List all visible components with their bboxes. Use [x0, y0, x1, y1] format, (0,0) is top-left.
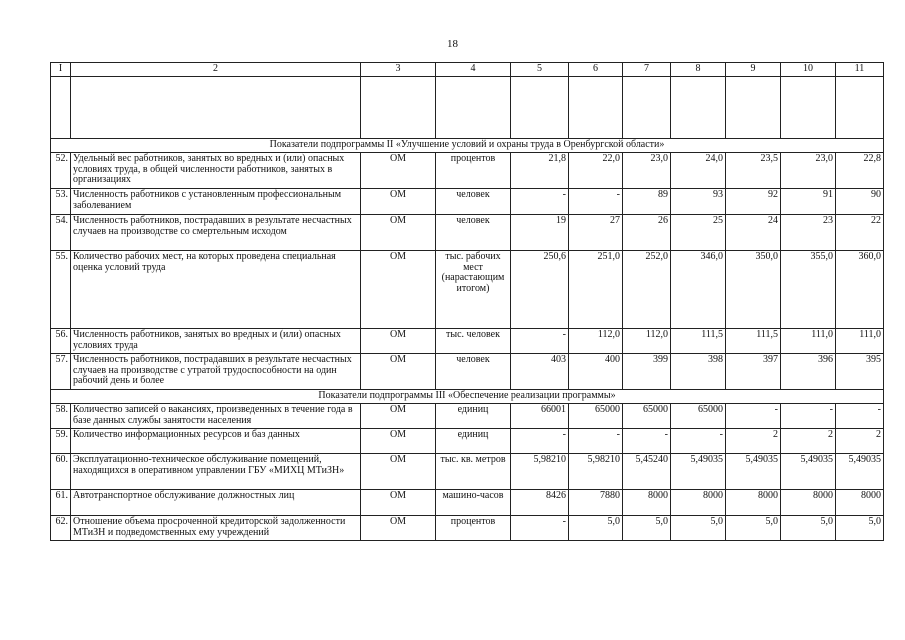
value-cell: 24	[726, 215, 781, 251]
value-cell: 2	[781, 429, 836, 454]
value-cell: 5,49035	[726, 454, 781, 490]
value-cell: 111,0	[836, 329, 884, 354]
table-row	[51, 354, 884, 390]
value-cell: -	[569, 189, 623, 215]
indicator-name: Количество рабочих мест, на которых проведена специальная оценка условий труда	[71, 251, 361, 329]
value-cell: 25	[671, 215, 726, 251]
indicator-name: Количество информационных ресурсов и баз данных	[71, 429, 361, 454]
value-cell: 5,0	[726, 516, 781, 541]
table-row	[51, 329, 884, 354]
value-cell: 66001	[511, 404, 569, 429]
row-number: 56.	[51, 329, 71, 354]
header-cell: 3	[361, 63, 436, 77]
table-row	[51, 251, 884, 329]
indicator-type: ОМ	[361, 354, 436, 390]
indicator-name: Количество записей о вакансиях, произведенных в течение года в базе данных службы занятости населения	[71, 404, 361, 429]
page-number: 18	[447, 38, 458, 50]
indicator-type: ОМ	[361, 251, 436, 329]
indicator-name: Отношение объема просроченной кредиторской задолженности МТиЗН и подведомственных ему учреждений	[71, 516, 361, 541]
section-row	[51, 390, 884, 404]
row-number: 61.	[51, 490, 71, 516]
value-cell: 93	[671, 189, 726, 215]
value-cell: 8000	[781, 490, 836, 516]
row-number: 58.	[51, 404, 71, 429]
indicator-name: Эксплуатационно-техническое обслуживание помещений, находящихся в оперативном управлении ГБУ «МИХЦ МТиЗН»	[71, 454, 361, 490]
value-cell: 5,45240	[623, 454, 671, 490]
value-cell: 112,0	[569, 329, 623, 354]
value-cell: 5,49035	[671, 454, 726, 490]
table-row	[51, 429, 884, 454]
value-cell: 27	[569, 215, 623, 251]
value-cell: 5,0	[623, 516, 671, 541]
value-cell: -	[511, 329, 569, 354]
value-cell: 65000	[623, 404, 671, 429]
value-cell: -	[511, 516, 569, 541]
value-cell: 5,49035	[836, 454, 884, 490]
value-cell: -	[511, 429, 569, 454]
value-cell: 250,6	[511, 251, 569, 329]
value-cell: 398	[671, 354, 726, 390]
indicator-unit: человек	[436, 354, 511, 390]
value-cell: 21,8	[511, 153, 569, 189]
header-cell: 7	[623, 63, 671, 77]
header-cell: 5	[511, 63, 569, 77]
header-cell: 4	[436, 63, 511, 77]
indicator-name: Автотранспортное обслуживание должностных лиц	[71, 490, 361, 516]
header-cell: 10	[781, 63, 836, 77]
value-cell: 5,98210	[511, 454, 569, 490]
value-cell: -	[511, 189, 569, 215]
value-cell: 5,0	[781, 516, 836, 541]
value-cell: 346,0	[671, 251, 726, 329]
indicator-unit: тыс. человек	[436, 329, 511, 354]
value-cell: 8000	[726, 490, 781, 516]
value-cell: 8426	[511, 490, 569, 516]
value-cell: 5,98210	[569, 454, 623, 490]
table-row	[51, 516, 884, 541]
indicator-type: ОМ	[361, 429, 436, 454]
value-cell: 23	[781, 215, 836, 251]
value-cell: 22,0	[569, 153, 623, 189]
indicator-type: ОМ	[361, 404, 436, 429]
table-row	[51, 215, 884, 251]
value-cell: 24,0	[671, 153, 726, 189]
header-cell: 2	[71, 63, 361, 77]
value-cell: 251,0	[569, 251, 623, 329]
value-cell: 65000	[671, 404, 726, 429]
section-title: Показатели подпрограммы III «Обеспечение реализации программы»	[51, 390, 884, 404]
value-cell: 360,0	[836, 251, 884, 329]
table-row	[51, 404, 884, 429]
value-cell: 2	[726, 429, 781, 454]
value-cell: 400	[569, 354, 623, 390]
indicator-type: ОМ	[361, 329, 436, 354]
value-cell: 8000	[623, 490, 671, 516]
row-number: 54.	[51, 215, 71, 251]
value-cell: 5,0	[836, 516, 884, 541]
indicator-unit: человек	[436, 189, 511, 215]
value-cell: -	[726, 404, 781, 429]
value-cell: 2	[836, 429, 884, 454]
value-cell: 7880	[569, 490, 623, 516]
indicator-type: ОМ	[361, 215, 436, 251]
header-row	[51, 63, 884, 77]
table-row	[51, 153, 884, 189]
indicator-unit: человек	[436, 215, 511, 251]
value-cell: 355,0	[781, 251, 836, 329]
indicator-unit: процентов	[436, 516, 511, 541]
value-cell: 92	[726, 189, 781, 215]
value-cell: 89	[623, 189, 671, 215]
table-row	[51, 189, 884, 215]
value-cell: 396	[781, 354, 836, 390]
value-cell: -	[781, 404, 836, 429]
value-cell: 23,0	[781, 153, 836, 189]
value-cell: 19	[511, 215, 569, 251]
indicator-name: Численность работников, занятых во вредных и (или) опасных условиях труда	[71, 329, 361, 354]
value-cell: 5,49035	[781, 454, 836, 490]
header-cell: 6	[569, 63, 623, 77]
value-cell: 252,0	[623, 251, 671, 329]
indicator-type: ОМ	[361, 153, 436, 189]
section-title: Показатели подпрограммы II «Улучшение условий и охраны труда в Оренбургской области»	[51, 139, 884, 153]
value-cell: 8000	[836, 490, 884, 516]
value-cell: 26	[623, 215, 671, 251]
value-cell: 399	[623, 354, 671, 390]
indicator-unit: тыс. рабочих мест (нарастающим итогом)	[436, 251, 511, 329]
value-cell: -	[623, 429, 671, 454]
indicator-name: Численность работников с установленным профессиональным заболеванием	[71, 189, 361, 215]
indicator-unit: процентов	[436, 153, 511, 189]
header-cell: 11	[836, 63, 884, 77]
row-number: 60.	[51, 454, 71, 490]
value-cell: 111,5	[726, 329, 781, 354]
row-number: 55.	[51, 251, 71, 329]
header-cell: 8	[671, 63, 726, 77]
value-cell: -	[569, 429, 623, 454]
value-cell: 112,0	[623, 329, 671, 354]
value-cell: 111,5	[671, 329, 726, 354]
value-cell: 5,0	[569, 516, 623, 541]
value-cell: 5,0	[671, 516, 726, 541]
value-cell: 23,5	[726, 153, 781, 189]
header-cell: 9	[726, 63, 781, 77]
indicator-name: Численность работников, пострадавших в результате несчастных случаев на производстве с утратой трудоспособности на один рабочий день и более	[71, 354, 361, 390]
row-number: 59.	[51, 429, 71, 454]
row-number: 53.	[51, 189, 71, 215]
blank-row	[51, 77, 884, 139]
value-cell: 23,0	[623, 153, 671, 189]
value-cell: 397	[726, 354, 781, 390]
value-cell: 403	[511, 354, 569, 390]
indicator-type: ОМ	[361, 454, 436, 490]
row-number: 57.	[51, 354, 71, 390]
indicator-type: ОМ	[361, 490, 436, 516]
value-cell: 90	[836, 189, 884, 215]
value-cell: -	[671, 429, 726, 454]
row-number: 62.	[51, 516, 71, 541]
indicator-type: ОМ	[361, 189, 436, 215]
value-cell: -	[836, 404, 884, 429]
indicator-name: Численность работников, пострадавших в результате несчастных случаев на производстве со смертельным исходом	[71, 215, 361, 251]
value-cell: 111,0	[781, 329, 836, 354]
value-cell: 22	[836, 215, 884, 251]
row-number: 52.	[51, 153, 71, 189]
table-row	[51, 490, 884, 516]
indicator-name: Удельный вес работников, занятых во вредных и (или) опасных условиях труда, в общей численности работников, занятых в организациях	[71, 153, 361, 189]
indicator-type: ОМ	[361, 516, 436, 541]
value-cell: 65000	[569, 404, 623, 429]
indicator-unit: единиц	[436, 404, 511, 429]
table-row	[51, 454, 884, 490]
indicator-unit: машино-часов	[436, 490, 511, 516]
indicators-table	[50, 62, 884, 541]
value-cell: 91	[781, 189, 836, 215]
value-cell: 22,8	[836, 153, 884, 189]
section-row	[51, 139, 884, 153]
value-cell: 395	[836, 354, 884, 390]
indicator-unit: тыс. кв. метров	[436, 454, 511, 490]
indicator-unit: единиц	[436, 429, 511, 454]
value-cell: 350,0	[726, 251, 781, 329]
value-cell: 8000	[671, 490, 726, 516]
header-cell: I	[51, 63, 71, 77]
